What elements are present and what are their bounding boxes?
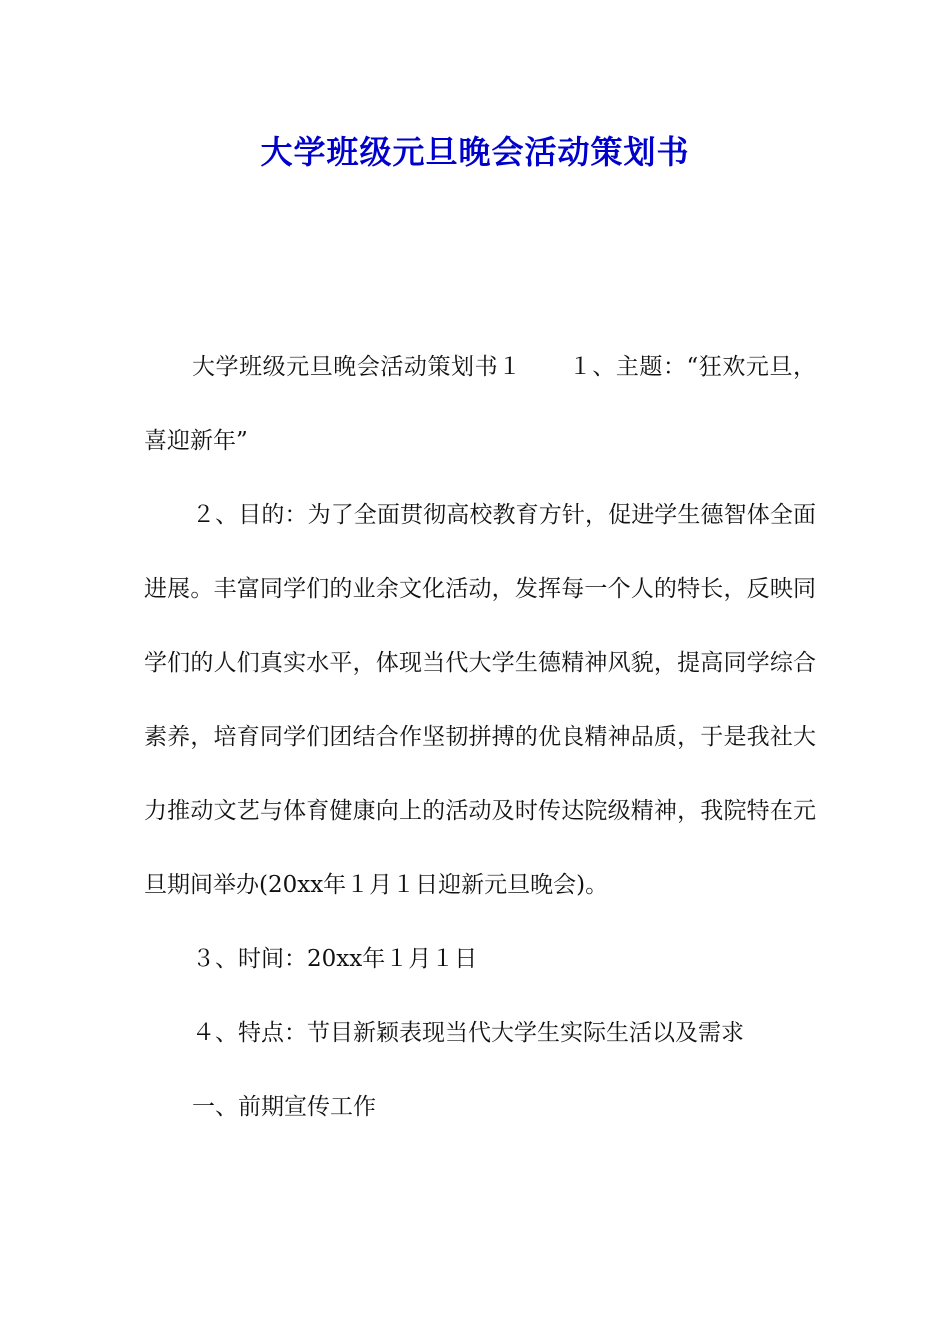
paragraph-theme: 大学班级元旦晚会活动策划书１ １、主题：“狂欢元旦，喜迎新年” [144,354,816,454]
paragraph-purpose: ２、目的：为了全面贯彻高校教育方针，促进学生德智体全面进展。丰富同学们的业余文化活动，发挥每一个人的特长，反映同学们的人们真实水平，体现当代大学生德精神风貌，提高同学综合素养，培育同学们团结合作坚韧拼搏的优良精神品质，于是我社大力推动文艺与体育健康向上的活动及时传达院级精神，我院特在元旦期间举办(20xx年１月１日迎新元旦晚会)。 [144,502,816,898]
paragraph-features: ４、特点：节目新颖表现当代大学生实际生活以及需求 [192,1020,744,1046]
document-body [144,330,816,1144]
paragraph-time: ３、时间：20xx年１月１日 [192,946,478,972]
document-title: 大学班级元旦晚会活动策划书 [260,133,690,171]
section-heading-publicity: 一、前期宣传工作 [192,1094,376,1120]
